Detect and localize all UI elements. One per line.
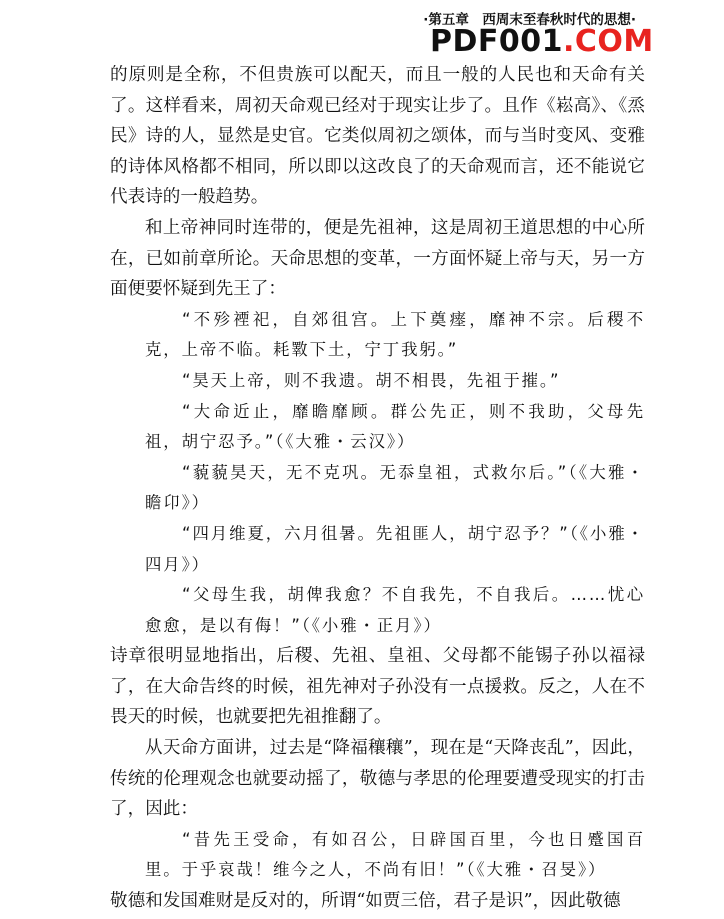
quotation: “昔先王受命，有如召公，日辟国百里，今也日蹙国百里。于乎哀哉！维今之人，不尚有旧！”（《大雅・召旻》） — [145, 829, 645, 880]
paragraph: 从天命方面讲，过去是“降福穰穰”，现在是“天降丧乱”，因此，传统的伦理观念也就要动摇了，敬德与孝思的伦理要遭受现实的打击了，因此： — [110, 738, 645, 820]
paragraph: 敬德和发国难财是反对的，所谓“如贾三倍，君子是识”，因此敬德 — [110, 891, 621, 912]
paragraph: 的原则是全称，不但贵族可以配天，而且一般的人民也和天命有关了。这样看来，周初天命观已经对于现实让步了。且作《崧高》、《烝民》诗的人，显然是史官。它类似周初之颂体，而与当时变风、变雅的诗体风格都不相同，所以即以这改良了的天命观而言，还不能说它代表诗的一般趋势。 — [110, 65, 645, 208]
watermark-text-main: PDF001 — [430, 24, 564, 59]
quotation: “四月维夏，六月徂暑。先祖匪人，胡宁忍予？”（《小雅・四月》） — [145, 523, 645, 574]
quotation: “昊天上帝，则不我遗。胡不相畏，先祖于摧。” — [182, 370, 561, 390]
watermark-text-suffix: .COM — [563, 24, 654, 59]
quotation: “藐藐昊天，无不克巩。无忝皇祖，式救尔后。”（《大雅・瞻卬》） — [145, 462, 645, 513]
running-header: ·第五章 西周末至春秋时代的思想· — [423, 12, 636, 28]
paragraph: 诗章很明显地指出，后稷、先祖、皇祖、父母都不能锡子孙以福禄了，在大命告终的时候，祖先神对子孙没有一点援救。反之，人在不畏天的时候，也就要把先祖推翻了。 — [110, 646, 645, 728]
paragraph: 和上帝神同时连带的，便是先祖神，这是周初王道思想的中心所在，已如前章所论。天命思想的变革，一方面怀疑上帝与天，另一方面便要怀疑到先王了： — [110, 217, 645, 300]
page-body — [110, 60, 645, 917]
quotation: “大命近止，靡瞻靡顾。群公先正，则不我助，父母先祖，胡宁忍予。”（《大雅・云汉》） — [145, 401, 645, 452]
watermark-logo — [430, 24, 654, 59]
quotation: “不殄禋祀，自郊徂宫。上下奠瘗，靡神不宗。后稷不克，上帝不临。耗斁下土，宁丁我躬。” — [145, 309, 645, 360]
quotation: “父母生我，胡俾我愈？不自我先，不自我后。……忧心愈愈，是以有侮！”（《小雅・正月》） — [145, 585, 645, 635]
